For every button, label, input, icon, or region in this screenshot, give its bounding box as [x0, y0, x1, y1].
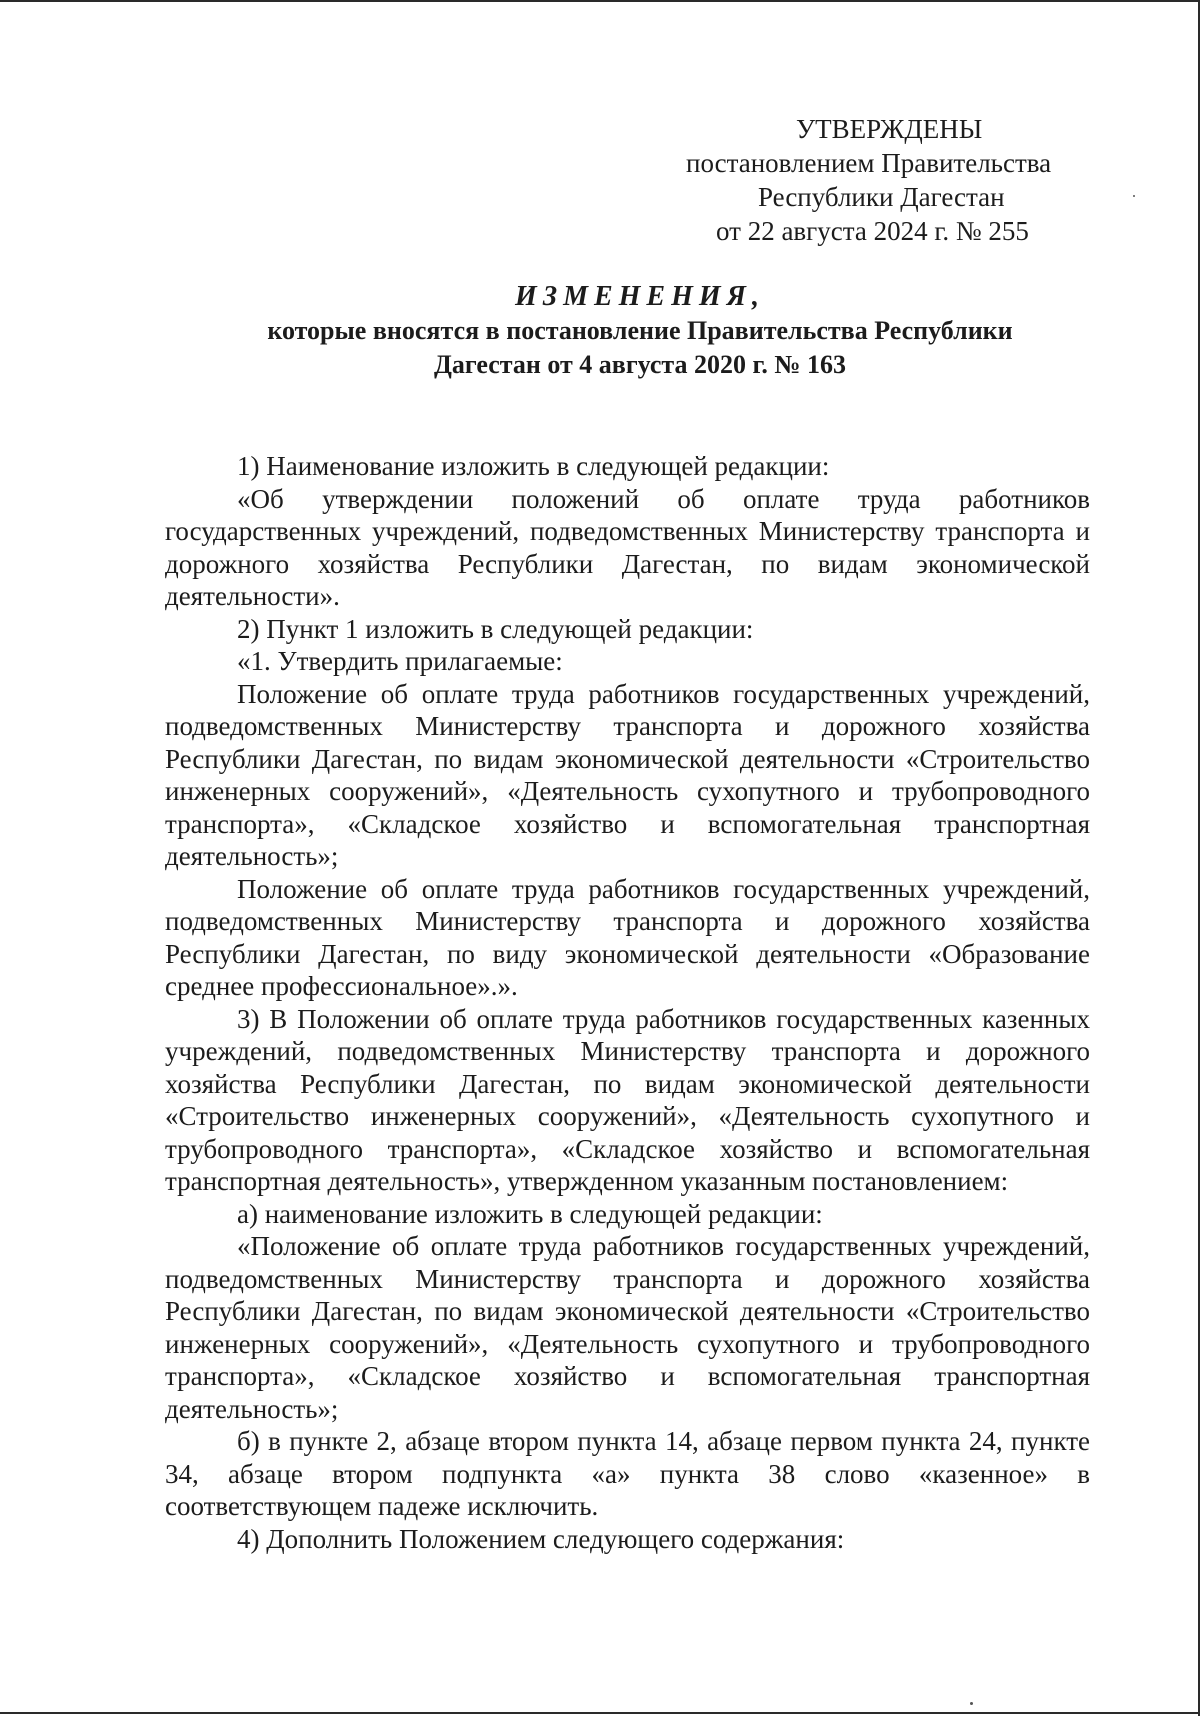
paragraph: 2) Пункт 1 изложить в следующей редакции: — [237, 613, 754, 644]
paragraph: б) в пункте 2, абзаце втором пункта 14, абзаце первом пункта 24, пункте 34, абзаце втором подпункта «а» пункта 38 слово «казенное» в соответствующем падеже исключить. — [165, 1426, 1090, 1521]
approval-line-3: от 22 августа 2024 г. № 255 — [716, 216, 1029, 246]
paragraph: 3) В Положении об оплате труда работников государственных казенных учреждений, подведомственных Министерству транспорта и дорожного хозяйства Республики Дагестан, по видам экономической деятельности «Строительство инженерных сооружений», «Деятельность сухопутного и трубопроводного транспорта», «Складское хозяйство и вспомогательная транспортная деятельность», утвержденном указанным постановлением: — [165, 1003, 1090, 1196]
paragraph: Положение об оплате труда работников государственных учреждений, подведомственных Министерству транспорта и дорожного хозяйства Республики Дагестан, по виду экономической деятельности «Образование среднее профессиональное».». — [165, 873, 1090, 1001]
approval-title: УТВЕРЖДЕНЫ — [796, 114, 983, 144]
scan-edge-top — [0, 0, 1200, 2]
scan-speck — [1133, 195, 1135, 197]
paragraph: «Об утверждении положений об оплате труда работников государственных учреждений, подведомственных Министерству транспорта и дорожного хозяйства Республики Дагестан, по видам экономической деятельности». — [165, 483, 1090, 611]
document-heading — [170, 280, 1110, 382]
paragraph: «1. Утвердить прилагаемые: — [237, 646, 563, 676]
paragraph: 1) Наименование изложить в следующей редакции: — [237, 451, 830, 481]
approval-line-1: постановлением Правительства — [686, 148, 1052, 178]
approval-line-2: Республики Дагестан — [758, 182, 1005, 212]
document-subtitle-line-1: которые вносятся в постановление Правительства Республики — [267, 316, 1013, 345]
document-body — [165, 450, 1090, 1555]
paragraph: а) наименование изложить в следующей редакции: — [237, 1198, 823, 1229]
paragraph: Положение об оплате труда работников государственных учреждений, подведомственных Министерству транспорта и дорожного хозяйства Республики Дагестан, по видам экономической деятельности «Строительство инженерных сооружений», «Деятельность сухопутного и трубопроводного транспорта», «Складское хозяйство и вспомогательная транспортная деятельность»; — [165, 678, 1090, 871]
document-subtitle-line-2: Дагестан от 4 августа 2020 г. № 163 — [434, 350, 846, 379]
scan-edge-bottom — [0, 1712, 1200, 1714]
paragraph: 4) Дополнить Положением следующего содержания: — [237, 1523, 845, 1554]
paragraph: «Положение об оплате труда работников государственных учреждений, подведомственных Министерству транспорта и дорожного хозяйства Республики Дагестан, по видам экономической деятельности «Строительство инженерных сооружений», «Деятельность сухопутного и трубопроводного транспорта», «Складское хозяйство и вспомогательная транспортная деятельность»; — [165, 1231, 1090, 1424]
document-title: ИЗМЕНЕНИЯ, — [515, 281, 765, 312]
approval-stamp — [680, 112, 1080, 248]
scan-speck — [970, 1702, 973, 1705]
